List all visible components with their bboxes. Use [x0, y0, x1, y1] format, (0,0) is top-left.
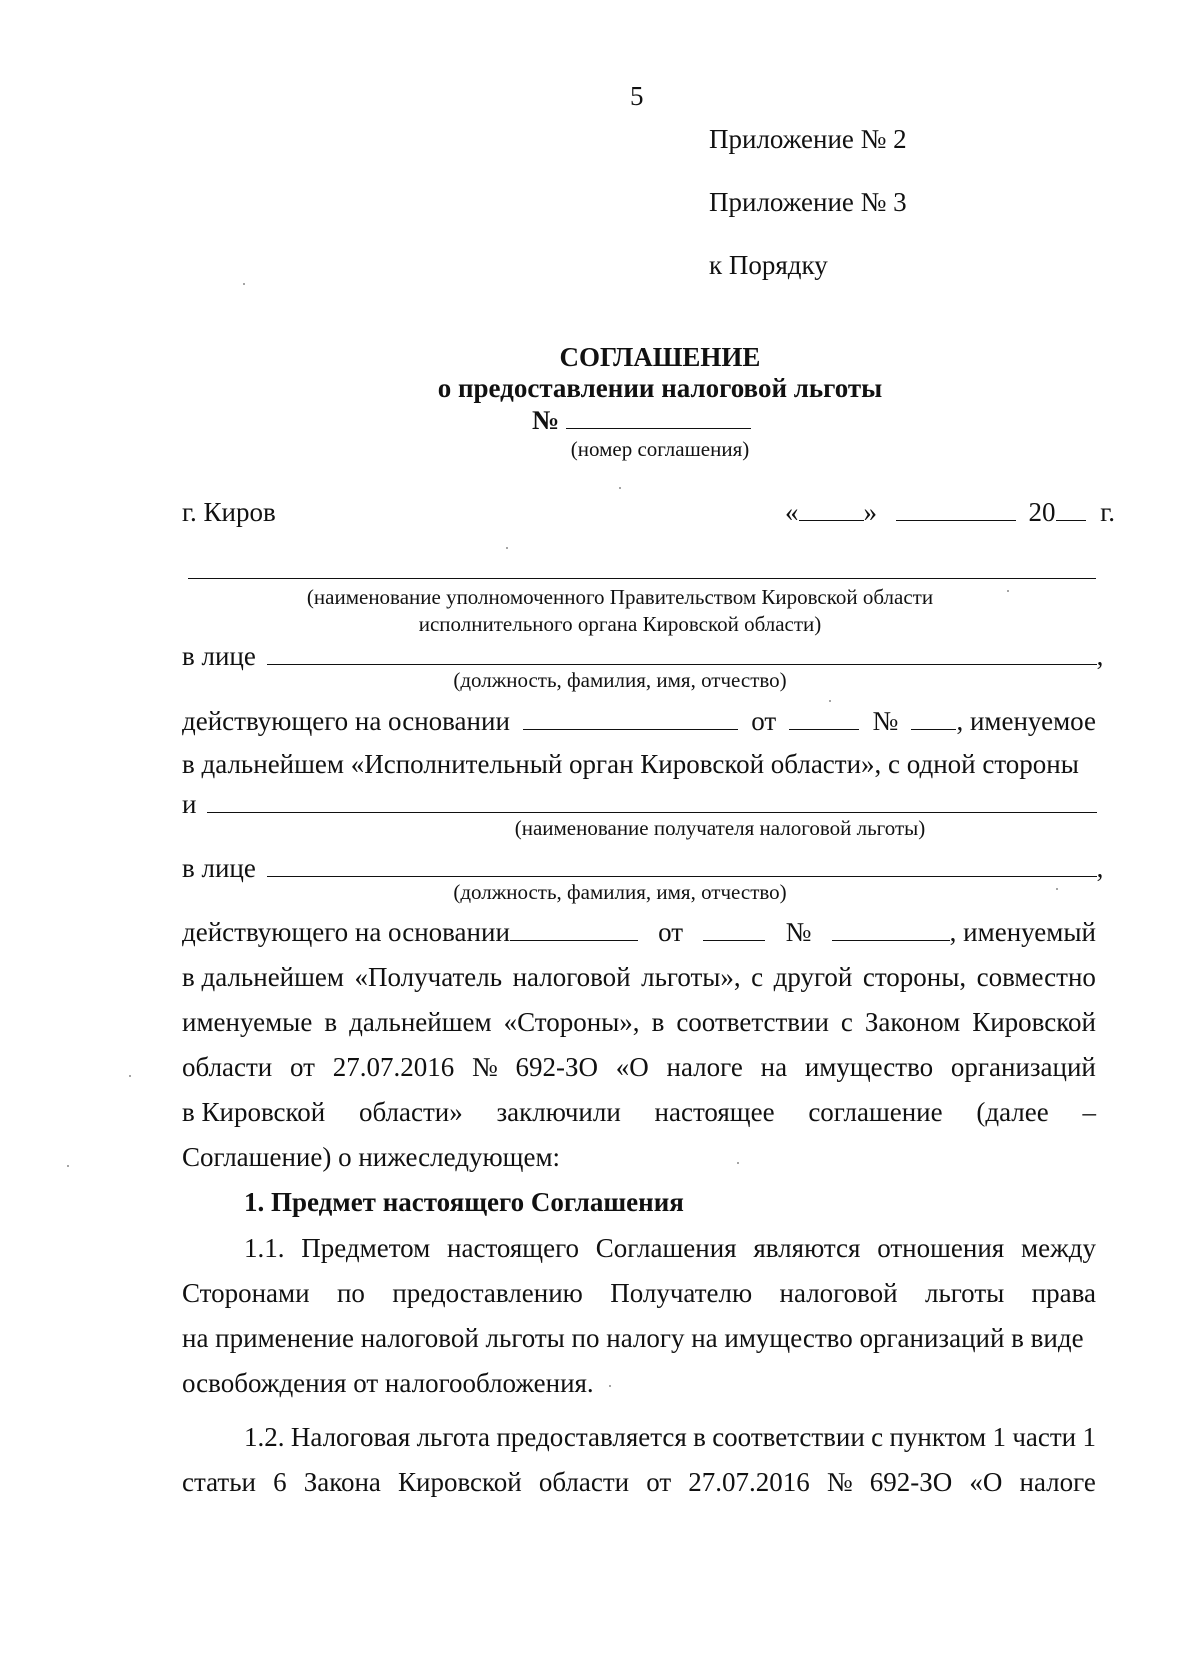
clause-line [182, 1277, 1096, 1309]
paragraph-line [182, 1051, 1096, 1083]
word: Кировской [972, 1007, 1096, 1037]
recipient-blank [207, 788, 1097, 813]
clause-line: освобождения от налогообложения. [182, 1368, 594, 1398]
word: совместно [976, 962, 1096, 992]
word: настоящее [654, 1097, 775, 1127]
scan-speck [1007, 590, 1009, 592]
clause-line [244, 1421, 1096, 1453]
word: части [1012, 1422, 1077, 1452]
word: между [1021, 1233, 1096, 1263]
word: от [290, 1052, 315, 1082]
word: 1.1. [244, 1233, 285, 1263]
word: налоге [1019, 1467, 1096, 1497]
word: от [646, 1467, 672, 1497]
agreement-number-caption: (номер соглашения) [570, 437, 750, 461]
word: с [871, 1422, 884, 1452]
word: 1.2. [244, 1422, 285, 1452]
word: области» [358, 1097, 463, 1127]
word: соответствии [676, 1007, 829, 1037]
word: в дальнейшем [182, 962, 344, 992]
recipient-caption: (наименование получателя налоговой льготы) [514, 816, 926, 840]
scan-speck [737, 1162, 739, 1164]
word: «Получатель [354, 962, 503, 992]
scan-speck [1056, 888, 1058, 890]
word: (далее [976, 1097, 1049, 1127]
word: пунктом [889, 1422, 987, 1452]
scan-speck [829, 700, 831, 702]
month-blank [896, 496, 1016, 521]
person-blank-1 [267, 640, 1097, 665]
word: стороны, [862, 962, 967, 992]
word: 692-ЗО [515, 1052, 599, 1082]
clause-line [182, 1322, 1084, 1354]
basis-date-blank-2 [703, 916, 765, 941]
word: Законом [864, 1007, 961, 1037]
word: 1 [992, 1422, 1006, 1452]
quote-open: « [785, 497, 799, 527]
word: дальнейшем [349, 1007, 492, 1037]
word: «Стороны», [503, 1007, 640, 1037]
word: с [840, 1007, 853, 1037]
word: на [760, 1052, 788, 1082]
comma-1: , [1096, 641, 1104, 671]
scan-speck [243, 283, 245, 285]
document-subtitle: о предоставлении налоговой льготы [437, 373, 883, 403]
person-caption-2: (должность, фамилия, имя, отчество) [453, 880, 787, 904]
word: области [182, 1052, 273, 1082]
word: в [693, 1422, 706, 1452]
authority-name-blank [188, 578, 1096, 579]
document-title: СОГЛАШЕНИЕ [559, 342, 761, 372]
word: Соглашения [595, 1233, 737, 1263]
word: льготы», [641, 962, 741, 992]
year-suffix: г. [1100, 497, 1116, 527]
basis-no-1: № [872, 706, 899, 736]
word: именуемые [182, 1007, 313, 1037]
word: в Кировской [182, 1097, 326, 1127]
word: «О [969, 1467, 1003, 1497]
word: 692-ЗО [869, 1467, 953, 1497]
word: статьи [182, 1467, 256, 1497]
word: Закона [303, 1467, 381, 1497]
word: № [471, 1052, 498, 1082]
word: Получателю [610, 1278, 753, 1308]
word: области [538, 1467, 630, 1497]
number-sign: № [532, 405, 560, 435]
word: налоге [666, 1052, 743, 1082]
page-number: 5 [630, 81, 644, 111]
word: налоговой [779, 1278, 898, 1308]
basis-doc-blank-2 [510, 916, 638, 941]
paragraph-line: Соглашение) о нижеследующем: [182, 1142, 561, 1172]
word: предоставлению [392, 1278, 583, 1308]
word: настоящего [447, 1233, 579, 1263]
authority-named-line: в дальнейшем «Исполнительный орган Кировской области», с одной стороны [182, 749, 1079, 779]
scan-speck [619, 487, 621, 489]
word: «О [615, 1052, 649, 1082]
paragraph-line [182, 961, 1096, 993]
word: заключили [496, 1097, 621, 1127]
in-person-label-1: в лице [182, 641, 256, 671]
year-blank [1056, 496, 1086, 521]
word: в [324, 1007, 338, 1037]
authority-caption-1: (наименование уполномоченного Правительством Кировской области [306, 585, 934, 609]
word: Кировской [398, 1467, 522, 1497]
clause-line [244, 1232, 1096, 1264]
basis-end-2: , именуемый [949, 917, 1096, 947]
appendix-2-label: Приложение № 2 [709, 124, 907, 154]
word: льгота [416, 1422, 491, 1452]
basis-number-blank-2 [832, 916, 950, 941]
to-order-label: к Порядку [709, 250, 828, 280]
person-caption-1: (должность, фамилия, имя, отчество) [453, 668, 787, 692]
word: Предметом [301, 1233, 431, 1263]
word: № [826, 1467, 853, 1497]
basis-from-1: от [751, 706, 777, 736]
basis-from-2: от [658, 917, 684, 947]
word: – [1082, 1097, 1096, 1127]
date-row [785, 496, 1115, 528]
authority-caption-2: исполнительного органа Кировской области) [418, 612, 822, 636]
scan-speck [609, 1385, 611, 1387]
year-prefix: 20 [1028, 497, 1056, 527]
word: льготы [924, 1278, 1005, 1308]
paragraph-line [182, 1096, 1096, 1128]
person-blank-2 [267, 852, 1097, 877]
basis-label-1: действующего на основании [182, 706, 510, 736]
word: отношения [877, 1233, 1005, 1263]
word: являются [753, 1233, 861, 1263]
basis-row-1 [182, 705, 1096, 737]
basis-doc-blank-1 [523, 705, 738, 730]
word: 1 [1082, 1422, 1096, 1452]
in-person-label-2: в лице [182, 853, 256, 883]
basis-no-2: № [785, 917, 812, 947]
appendix-3-label: Приложение № 3 [709, 187, 907, 217]
word: Сторонами [182, 1278, 310, 1308]
word: 27.07.2016 [688, 1467, 810, 1497]
clause-line [182, 1466, 1096, 1498]
word: 27.07.2016 [332, 1052, 455, 1082]
word: имущество [804, 1052, 934, 1082]
city-label: г. Киров [182, 497, 276, 527]
basis-number-blank-1 [911, 705, 956, 730]
comma-2: , [1096, 853, 1104, 883]
quote-close: » [863, 497, 877, 527]
basis-row-2 [182, 916, 1096, 948]
word: налоговой [512, 962, 631, 992]
paragraph-line [182, 1006, 1096, 1038]
basis-date-blank-1 [789, 705, 859, 730]
word: на применение налоговой льготы по налогу на имущество организаций в виде [182, 1323, 1084, 1353]
word: Налоговая [290, 1422, 411, 1452]
word: по [336, 1278, 365, 1308]
word: другой [773, 962, 853, 992]
and-label: и [182, 789, 197, 819]
agreement-number-blank [566, 408, 751, 429]
day-blank [799, 496, 864, 521]
scan-speck [506, 547, 508, 549]
scan-speck [129, 1075, 131, 1077]
scan-speck [67, 1165, 69, 1167]
word: соглашение [808, 1097, 943, 1127]
word: права [1031, 1278, 1096, 1308]
word: предоставляется [496, 1422, 687, 1452]
word: с [751, 962, 764, 992]
basis-end-1: , именуемое [956, 706, 1096, 736]
word: организаций [950, 1052, 1096, 1082]
word: в [651, 1007, 665, 1037]
agreement-number-row [532, 404, 751, 436]
word: соответствии [712, 1422, 865, 1452]
word: 6 [273, 1467, 287, 1497]
basis-label-2: действующего на основании [182, 917, 510, 947]
section-heading: 1. Предмет настоящего Соглашения [244, 1187, 684, 1217]
